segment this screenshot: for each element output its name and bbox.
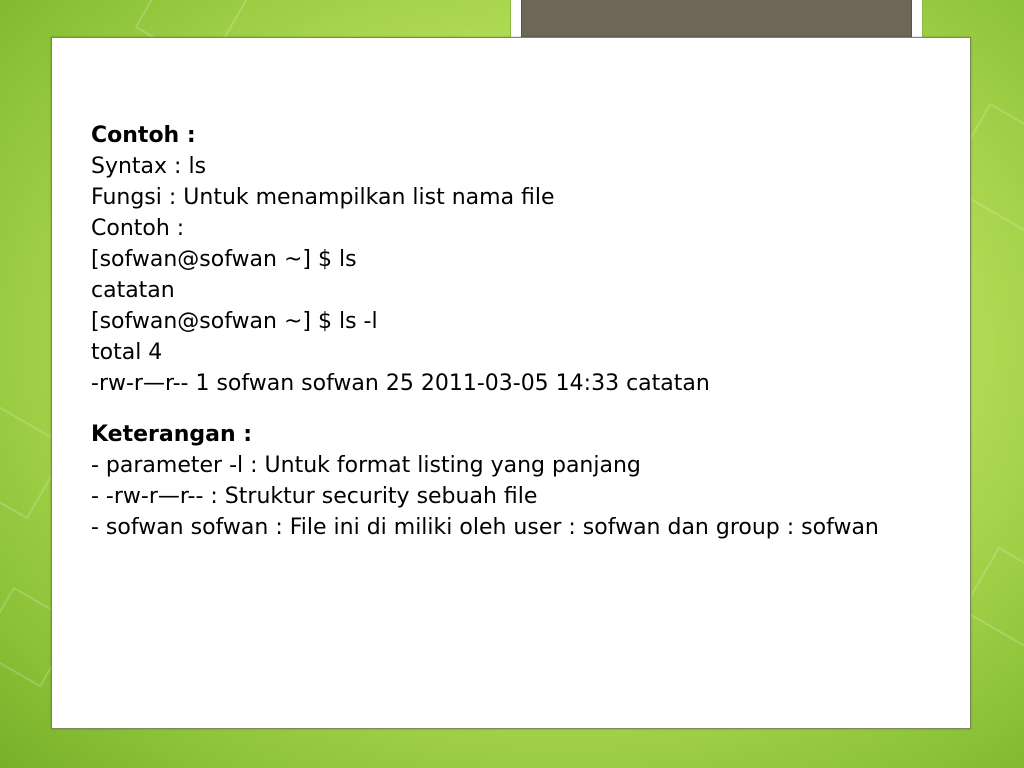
output-ls-line: catatan: [91, 278, 175, 303]
output-total-line: total 4: [91, 340, 163, 365]
command-ls-l-line: [sofwan@sofwan ~] $ ls -l: [91, 309, 378, 334]
slide-body-text: [91, 120, 891, 543]
section-spacer: [91, 399, 891, 419]
notes-heading: Keterangan :: [91, 422, 253, 447]
note-parameter-line: - parameter -l : Untuk format listing yang panjang: [91, 453, 641, 478]
example-label-line: Contoh :: [91, 216, 185, 241]
syntax-line: Syntax : ls: [91, 154, 207, 179]
example-heading: Contoh :: [91, 123, 196, 148]
note-permissions-line: - -rw-r—r-- : Struktur security sebuah file: [91, 484, 538, 509]
output-file-listing-line: -rw-r—r-- 1 sofwan sofwan 25 2011-03-05 14:33 catatan: [91, 371, 710, 396]
function-line: Fungsi : Untuk menampilkan list nama file: [91, 185, 555, 210]
note-ownership-line: - sofwan sofwan : File ini di miliki oleh user : sofwan dan group : sofwan: [91, 515, 879, 540]
command-ls-line: [sofwan@sofwan ~] $ ls: [91, 247, 357, 272]
